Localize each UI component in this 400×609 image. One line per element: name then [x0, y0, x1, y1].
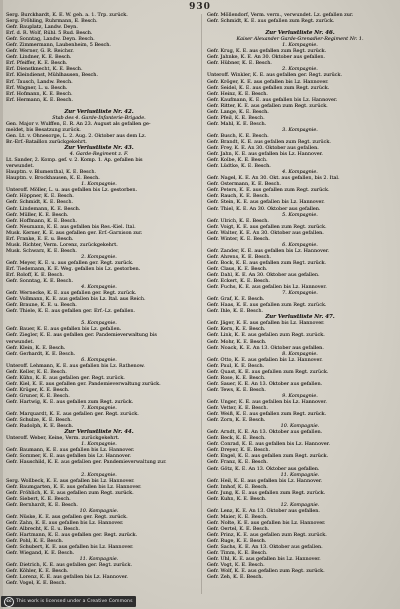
list-entry: Erf. Hermann, K. E. Besch.: [6, 96, 73, 103]
list-entry: Gefr. Baumgarten, K. E. aus gefallen bis Lz. Hannover.: [6, 483, 142, 490]
list-entry: Gefr. Thiel, K. E. An 30. Oktober aus gefallen.: [207, 205, 321, 212]
subsection-heading: 5. Kompagnie.: [282, 211, 318, 218]
list-entry: Gefr. Winter, K. E. Besch.: [207, 235, 270, 242]
list-entry: Erf. Franke, E. E. u. Besch.: [6, 235, 74, 242]
list-entry: Gefr. Pfeil, K. E. Besch.: [207, 114, 265, 121]
list-entry: Serg. Burckhardt, K. E. W. geh. a. 1. Trp. zurück.: [6, 12, 128, 18]
license-text: This work is licensed under a Creative Commons: [16, 599, 133, 604]
list-entry: Gefr. Kolbe, K. E. Besch.: [207, 157, 268, 164]
subsection-heading: 3. Kompagnie.: [282, 126, 318, 133]
list-entry: Gefr. Graf, K. E. Besch.: [207, 296, 265, 303]
list-entry: Gefr. Seidel, K. E. aus gefallen zum Regt. zurück.: [207, 84, 330, 91]
subsection-heading: 2. Kompagnie.: [282, 66, 318, 73]
list-entry: Gefr. Lenz, K. E. An 13. Oktober aus gefallen.: [207, 507, 320, 514]
list-entry: Gefr. Schmidt, K. E. Besch.: [6, 199, 74, 206]
list-entry: Br.-Erf.-Bataillon zurückgekehrt.: [6, 138, 87, 145]
list-entry: Gefr. Ziegler, K. E. aus gefallen ger. Pandemieverwaltung bis: [6, 332, 157, 339]
list-entry: Gefr. Werner, G. R. Reichsr.: [6, 48, 74, 55]
list-entry: Gefr. Unger, K. E. aus gefallen bis Lz. Hannover.: [207, 399, 327, 405]
list-entry: Lt. Sander, 2. Komp. gef. v. 2. Komp. 1. Ap. gefallen bis: [6, 157, 143, 164]
list-entry: Gefr. Dietrich, K. E. aus gefallen ger. Regt. zurück.: [6, 562, 133, 569]
list-entry: Gefr. Ruge, K. E. Besch.: [207, 538, 267, 545]
list-entry: Gefr. Sommer, K. E. aus gefallen bis Lz. Hannover.: [6, 453, 132, 460]
list-entry: Gefr. Busch, K. E. Besch.: [207, 132, 269, 139]
section-heading: Zur Verlustliste Nr. 47.: [265, 314, 335, 321]
list-entry: Gefr. Krüger, K. E. Besch.: [6, 386, 70, 393]
subsection-heading: 11. Kompagnie.: [280, 471, 320, 478]
list-entry: Erf. Roloff, K. E. Besch.: [6, 272, 65, 279]
list-entry: Gefr. Claus, K. E. Besch.: [207, 265, 268, 272]
subsection-heading: 7. Kompagnie.: [81, 405, 117, 412]
page-number: 930: [189, 2, 211, 12]
list-entry: Gefr. Bauplatz, Landw. Deyn.: [6, 24, 78, 31]
list-entry: Gefr. Link, K. E. aus gefallen zum Regt. zurück.: [207, 332, 325, 339]
subsection-heading: 10. Kompagnie.: [280, 423, 320, 430]
list-entry: Gefr. Maier, K. E. Besch.: [207, 513, 268, 520]
list-entry: Gefr. Möllendorf, Verm. verm., verwundet. Lz. gefallen zur.: [207, 12, 354, 18]
list-entry: Gefr. Wiegand, K. E. Besch.: [6, 550, 75, 557]
column-divider: [201, 14, 202, 594]
list-entry: Erf. Kleindienst, Mühlhausen, Besch.: [6, 72, 98, 79]
list-entry: Gefr. Sauer, K. E. An 13. Oktober aus gefallen.: [207, 380, 323, 387]
list-entry: Gefr. Müller, K. E. Besch.: [6, 211, 69, 218]
list-entry: Gefr. Bock, K. E. aus gefallen zum Regt. zurück.: [207, 259, 327, 266]
list-entry: Gefr. Schulze, K. E. Besch.: [6, 417, 72, 424]
list-entry: Gefr. Hartmann, K. E. aus gefallen ger. Regt. zurück.: [6, 532, 138, 539]
list-entry: Gefr. Zorn, K. E. Besch.: [207, 417, 266, 424]
list-entry: Gefr. Ritter, K. E. aus gefallen zum Regt. zurück.: [207, 102, 328, 109]
list-entry: Gefr. Weiß, K. E. aus gefallen zum Regt. zurück.: [207, 411, 327, 418]
subsection-heading: 2. Kompagnie.: [81, 471, 117, 478]
section-heading: Zur Verlustliste Nr. 44.: [64, 429, 134, 436]
list-entry: Gefr. Zander, K. E. aus gefallen bis Lz. Hannover.: [207, 247, 330, 254]
list-entry: Gefr. Vogt, K. E. Besch.: [207, 562, 265, 569]
list-entry: Gefr. Paul, K. E. Besch.: [207, 362, 265, 369]
list-entry: Gefr. Jahn, K. E. aus gefallen bis Lz. Hannover.: [207, 151, 323, 158]
subsection-heading: Stab des 4. Garde-Infanterie-Brigade.: [52, 114, 146, 121]
list-entry: Unteroff. Winkler, K. E. aus gefallen ger. Regt. zurück.: [207, 72, 343, 79]
list-entry: Gefr. Jahnke, K. E. An 30. Oktober aus gefallen.: [207, 54, 326, 61]
list-entry: Gefr. Zeh, K. E. Besch.: [207, 574, 263, 581]
list-entry: Gefr. Wolf, K. E. aus gefallen zum Regt. zurück.: [207, 568, 325, 575]
list-entry: Gefr. Klein, K. E. Besch.: [6, 344, 66, 351]
list-entry: Gefr. Schubert, K. E. aus gefallen bis Lz. Hannover.: [6, 544, 134, 551]
list-entry: Gefr. Kröger, K. E. aus gefallen bis Lz. Hannover.: [207, 78, 329, 85]
section-heading: Zur Verlustliste Nr. 43.: [64, 145, 134, 152]
subsection-heading: 4. Kompagnie.: [282, 169, 318, 176]
list-entry: Gefr. Köhler, K. E. Besch.: [6, 568, 69, 575]
list-entry: Gefr. Albrecht, K. E. u. Besch.: [6, 525, 81, 532]
subsection-heading: 8. Kompagnie.: [282, 350, 318, 357]
subsection-heading: 11. Kompagnie.: [79, 556, 119, 563]
creative-commons-icon: cc: [4, 597, 14, 607]
list-entry: Gefr. Imhof, K. E. Besch.: [207, 483, 268, 490]
list-entry: Erf. Tiedemann, K. E. Weg. gefallen bis Lz. gestorben.: [6, 265, 141, 272]
subsection-heading: 7. Kompagnie.: [282, 290, 318, 297]
right-column: [207, 12, 393, 580]
list-entry: Gefr. Meyer, K. E. u. aus gefallen ger. Regt. zurück.: [6, 259, 134, 266]
subsection-heading: 5. Kompagnie.: [81, 320, 117, 327]
list-entry: Gefr. Siebert, K. E. Besch.: [6, 495, 71, 502]
list-entry: Serg. Wollbeck, K. E. aus gefallen bis Lz. Hannover.: [6, 477, 135, 484]
list-entry: Gefr. Walter, K. E. An 30. Oktober aus gefallen.: [207, 229, 324, 236]
section-heading: Zur Verlustliste Nr. 42.: [64, 108, 134, 115]
list-entry: Gefr. Vogel, K. E. Besch.: [6, 580, 67, 587]
list-entry: Unteroff. Möller, L. u. aus gefallen bis Lz. gestorben.: [6, 187, 138, 194]
list-entry: Gefr. Hartwig, K. E. aus gefallen zum Regt. zurück.: [6, 399, 134, 405]
list-entry: Gefr. Götz, K. E. An 13. Oktober aus gefallen.: [207, 465, 320, 472]
list-entry: Gefr. Engel, K. E. aus gefallen zum Regt. zurück.: [207, 453, 329, 460]
list-entry: Gefr. Dreyer, K. E. Besch.: [207, 447, 271, 454]
list-entry: Erf. d. R. Wolf, Rühl. 5 Rud. Besch.: [6, 30, 93, 37]
list-entry: Gen. Lt. v. Ohnesorge, L. 2. Aug. 2. Oktober aus dem Lz.: [6, 132, 147, 139]
list-entry: Gefr. Sachs, K. E. An 13. Oktober aus gefallen.: [207, 544, 323, 551]
list-entry: Gefr. Neumann, K. E. aus gefallen bis Res.-Kiel. Ital.: [6, 223, 136, 230]
list-entry: Gefr. Ihle, K. E. Besch.: [207, 308, 264, 315]
section-heading: Zur Verlustliste Nr. 46.: [265, 30, 335, 37]
list-entry: Gefr. Brandt, K. E. aus gefallen zum Regt. zurück.: [207, 138, 331, 145]
list-entry: Gefr. Heinz, K. E. Besch.: [207, 90, 268, 97]
list-entry: Gefr. Haas, K. E. aus gefallen zum Regt. zurück.: [207, 302, 327, 309]
list-entry: Gefr. Peters, K. E. aus gefallen zum Regt. zurück.: [207, 187, 330, 194]
subsection-heading: 1. Kompagnie.: [282, 42, 318, 49]
list-entry: Gefr. Dahl, K. E. An 30. Oktober aus gefallen.: [207, 272, 320, 279]
list-entry: Gefr. Kern, K. E. Besch.: [207, 326, 266, 333]
list-entry: Gefr. Vetter, K. E. Besch.: [207, 405, 269, 412]
list-entry: Gefr. Kaufmann, K. E. aus gefallen bis Lz. Hannover.: [207, 96, 338, 103]
list-entry: Erf. Dienstknecht, K. E. Besch.: [6, 66, 83, 73]
list-entry: Erf. Pfeiffer, K. E. Besch.: [6, 60, 68, 67]
list-entry: Gefr. Prinz, K. E. aus gefallen zum Regt. zurück.: [207, 532, 327, 539]
list-entry: Gefr. Heil, K. E. aus gefallen bis Lz. Hannover.: [207, 477, 323, 484]
subsection-heading: 4. Kompagnie.: [81, 284, 117, 291]
list-entry: Gefr. Gruner, K. E. Besch.: [6, 392, 70, 399]
list-entry: Gefr. Nolte, K. E. aus gefallen bis Lz. Hannover.: [207, 519, 326, 526]
list-entry: Gefr. Kühn, K. E. aus gefallen ger. Regt. zurück.: [6, 374, 125, 381]
list-entry: Gefr. Nagel, K. E. An 30. Okt. aus gefallen, bis 2. Ital.: [207, 175, 340, 182]
list-entry: Gefr. Lüdtke, K. E. Besch.: [207, 163, 271, 170]
list-entry: Gefr. Conrad, K. E. aus gefallen bis Lz. Hannover.: [207, 441, 331, 448]
list-entry: Gefr. Kiel, K. E. aus gefallen ger. Pandemieverwaltung zurück.: [6, 380, 161, 387]
list-entry: Gefr. Frey, K. E. An 30. Oktober aus gefallen.: [207, 145, 319, 152]
list-entry: Musk. Richter, Verm. Lorenz, zurückgekehrt.: [6, 241, 118, 248]
list-entry: verwundet.: [6, 163, 35, 170]
list-entry: Musk. Kerner, K. E. aus gefallen ger. Erf.-Garnison zur.: [6, 229, 143, 236]
list-entry: Gefr. Krug, K. E. aus gefallen zum Regt. zurück.: [207, 48, 327, 55]
list-entry: Gefr. Otto, K. E. aus gefallen bis Lz. Hannover.: [207, 356, 323, 363]
list-entry: Gefr. Bauer, K. E. aus gefallen bis Lz. gefallen.: [6, 326, 122, 333]
list-entry: Gefr. Keller, K. E. Besch.: [6, 368, 67, 375]
list-entry: Hauptm. v. Brockhausen, K. E. Besch.: [6, 175, 100, 182]
list-entry: Gefr. Jäger, K. E. aus gefallen bis Lz. Hannover.: [207, 320, 325, 327]
list-entry: Gefr. Rose, K. E. Besch.: [207, 374, 266, 381]
list-entry: Gefr. Tews, K. E. Besch.: [207, 386, 266, 393]
list-entry: Gefr. Bernhardt, K. E. Besch.: [6, 501, 78, 508]
list-entry: Gefr. Stein, K. E. aus gefallen bis Lz. Hannover.: [207, 199, 325, 206]
subsection-heading: 2. Kompagnie.: [81, 253, 117, 260]
list-entry: Gefr. Voigt, K. E. aus gefallen zum Regt. zurück.: [207, 223, 327, 230]
list-entry: Erf. Hofmann, K. E. Besch.: [6, 90, 73, 97]
list-entry: Gen. Major v. Wulffen, E. R. An 23. August als gefallen ge-: [6, 120, 151, 127]
list-entry: Gefr. Fröhlich, K. E. aus gefallen zum Regt. zurück.: [6, 489, 134, 496]
list-entry: Gefr. Beck, K. E. Besch.: [207, 435, 266, 442]
list-entry: Gefr. Uhl, K. E. aus gefallen bis Lz. Hannover.: [207, 556, 321, 563]
license-badge[interactable]: [1, 596, 136, 607]
list-entry: Gefr. Rauch, K. E. Besch.: [207, 193, 270, 200]
list-entry: Erf. Wagner, L. u. Besch.: [6, 84, 68, 91]
list-entry: Gefr. Noack, K. E. An 13. Oktober aus gefallen.: [207, 344, 324, 351]
subsection-heading: 1. Kompagnie.: [81, 181, 117, 188]
list-entry: Gefr. Lorenz, K. E. aus gefallen bis Lz. Hannover.: [6, 574, 128, 581]
list-entry: Gefr. Mahl, K. E. Besch.: [207, 120, 267, 127]
list-entry: Gefr. Timm, K. E. Besch.: [207, 550, 268, 557]
list-entry: Gefr. Ostermann, K. E. Besch.: [207, 181, 282, 188]
subsection-heading: 1. Kompagnie.: [81, 441, 117, 448]
list-entry: Gefr. Jung, K. E. aus gefallen zum Regt. zurück.: [207, 489, 326, 496]
list-entry: Gefr. Höppner, K. E. Besch.: [6, 193, 74, 200]
list-entry: Unteroff. Lehmann, K. E. aus gefallen bis Lz. Rathenow.: [6, 362, 145, 369]
list-entry: Gefr. Lange, K. E. Besch.: [207, 108, 269, 115]
subsection-heading: 4. Garde-Regiment z. F.: [69, 151, 129, 158]
subsection-heading: 12. Kompagnie.: [280, 501, 320, 508]
list-entry: Gefr. Thiele, K. E. aus gefallen ger. Erf.-Lz. gefallen.: [6, 308, 136, 315]
list-entry: Gefr. Zahn, K. E. aus gefallen bis Lz. Hannover.: [6, 519, 124, 526]
list-entry: Gefr. Pohl, K. E. Besch.: [6, 538, 64, 545]
list-entry: Gefr. Hoffmann, K. E. Besch.: [6, 217, 78, 224]
list-entry: Gefr. Hauschild, K. E. aus gefallen ger. Pandemieverwaltung zur.: [6, 459, 167, 466]
subsection-heading: 10. Kompagnie.: [79, 507, 119, 514]
list-entry: verwundet.: [6, 338, 35, 345]
subsection-heading: 6. Kompagnie.: [282, 241, 318, 248]
list-entry: Gefr. Gerhardt, K. E. Besch.: [6, 350, 76, 357]
list-entry: Musk. Schwarz, K. E. Besch.: [6, 247, 77, 254]
list-entry: Gefr. Lindemann, K. E. Besch.: [6, 205, 81, 212]
list-entry: Gefr. Lindner, K. E. Besch.: [6, 54, 72, 61]
list-entry: meldet, bis Besatzung zurück.: [6, 126, 81, 133]
subsection-heading: Kaiser Alexander Garde-Grenadier-Regiment Nr. 1.: [236, 36, 364, 43]
list-entry: Gefr. Kuhn, K. E. Besch.: [207, 495, 267, 502]
list-entry: Hauptm. v. Blumenthal, K. E. Besch.: [6, 169, 97, 176]
page-spine-shadow: [0, 0, 3, 609]
list-entry: Gefr. Eckert, K. E. Besch.: [207, 278, 270, 285]
list-entry: Gefr. Braune, K. E. u. Besch.: [6, 302, 77, 309]
list-entry: Gefr. Mohr, K. E. Besch.: [207, 338, 267, 345]
list-entry: Gefr. Marquardt, K. E. aus gefallen ger. Regt. zurück.: [6, 411, 139, 418]
list-entry: Gefr. Sonntag, Landw. Deyn. Besch.: [6, 36, 95, 43]
list-entry: Gefr. Arndt, K. E. An 13. Oktober aus gefallen.: [207, 429, 323, 436]
list-entry: Unteroff. Weber, Keine, Verm. zurückgekehrt.: [6, 435, 120, 442]
list-entry: Gefr. Ulrich, K. E. Besch.: [207, 217, 269, 224]
left-column: [6, 12, 192, 586]
list-entry: Gefr. Vollmann, K. E. aus gefallen bis Lz. Ital. aus Reich.: [6, 296, 146, 303]
list-entry: Gefr. Schmidt, K. E. aus gefallen zum Regt. zurück.: [207, 18, 335, 25]
list-entry: Gefr. Ahrens, K. E. Besch.: [207, 253, 272, 260]
list-entry: Serg. Fröhling, Ruhrmann, E. Besch.: [6, 18, 98, 25]
list-entry: Gefr. Sonntag, K. E. Besch.: [6, 278, 74, 285]
list-entry: Gefr. Oertel, K. E. Besch.: [207, 525, 270, 532]
list-entry: Erf. Tausch, Landw. Besch.: [6, 78, 73, 85]
subsection-heading: 6. Kompagnie.: [81, 356, 117, 363]
list-entry: Gefr. Nüske, K. E. aus gefallen ger. Regt. zurück.: [6, 513, 128, 520]
list-entry: Gefr. Quast, K. E. aus gefallen zum Regt. zurück.: [207, 368, 329, 375]
list-entry: Gefr. Hübner, K. E. Besch.: [207, 60, 272, 67]
list-entry: Gefr. Franz, K. E. Besch.: [207, 459, 268, 466]
list-entry: Gefr. Fuchs, K. E. aus gefallen bis Lz. Hannover.: [207, 284, 327, 291]
list-entry: Gefr. Wernecke, K. E. aus gefallen ger. Regt. zurück.: [6, 290, 137, 297]
list-entry: Gefr. Rudolph, K. E. Besch.: [6, 423, 74, 430]
list-entry: Gefr. Baumann, K. E. aus gefallen bis Lz. Hannover.: [6, 447, 135, 454]
list-entry: Gefr. Zimmermann, Laubenheim, 5 Besch.: [6, 42, 111, 49]
subsection-heading: 9. Kompagnie.: [282, 392, 318, 399]
